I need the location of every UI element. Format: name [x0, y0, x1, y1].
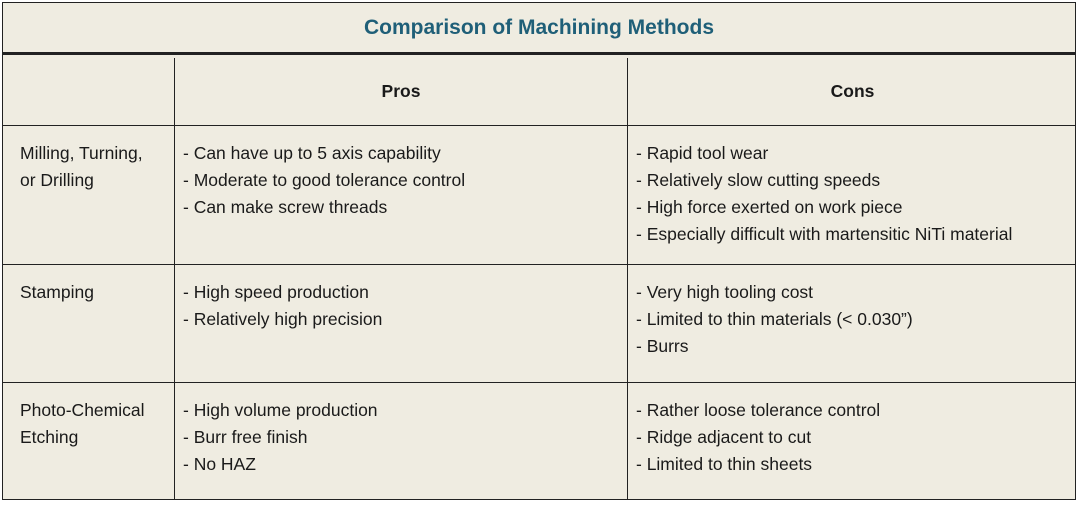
cons-cell	[627, 383, 1077, 499]
cons-item: - Very high tooling cost	[636, 282, 814, 302]
table-row	[3, 265, 1075, 383]
table-row	[3, 383, 1075, 499]
cons-cell	[627, 126, 1077, 264]
pros-cell	[174, 126, 627, 264]
pros-item: - Can have up to 5 axis capability	[183, 143, 441, 163]
method-line: Photo-Chemical	[20, 400, 145, 420]
cons-item: - High force exerted on work piece	[636, 197, 903, 217]
cons-item: - Ridge adjacent to cut	[636, 427, 812, 447]
header-method	[3, 58, 174, 125]
method-line: or Drilling	[20, 170, 94, 190]
cons-cell	[627, 265, 1077, 382]
method-line: Milling, Turning,	[20, 143, 143, 163]
table-row	[3, 126, 1075, 265]
method-cell	[3, 265, 174, 382]
pros-cell	[174, 383, 627, 499]
cons-item: - Rather loose tolerance control	[636, 400, 881, 420]
cons-item: - Rapid tool wear	[636, 143, 769, 163]
cons-item: - Limited to thin sheets	[636, 454, 813, 474]
header-cons: Cons	[627, 58, 1077, 125]
pros-item: - Burr free finish	[183, 427, 308, 447]
cons-item: - Limited to thin materials (< 0.030”)	[636, 309, 913, 329]
cons-item: - Relatively slow cutting speeds	[636, 170, 881, 190]
comparison-table	[2, 2, 1076, 500]
method-line: Stamping	[20, 282, 94, 302]
pros-item: - Moderate to good tolerance control	[183, 170, 466, 190]
cons-item: - Burrs	[636, 336, 689, 356]
table-title-bar	[3, 3, 1075, 55]
method-cell	[3, 126, 174, 264]
pros-item: - Relatively high precision	[183, 309, 383, 329]
method-cell	[3, 383, 174, 499]
table-title: Comparison of Machining Methods	[364, 15, 714, 39]
header-row	[3, 58, 1075, 126]
pros-item: - High volume production	[183, 400, 378, 420]
header-pros: Pros	[174, 58, 627, 125]
pros-item: - Can make screw threads	[183, 197, 388, 217]
pros-item: - High speed production	[183, 282, 369, 302]
method-line: Etching	[20, 427, 79, 447]
pros-item: - No HAZ	[183, 454, 256, 474]
table-grid	[3, 58, 1075, 499]
pros-cell	[174, 265, 627, 382]
cons-item: - Especially difficult with martensitic NiTi material	[636, 224, 1013, 244]
